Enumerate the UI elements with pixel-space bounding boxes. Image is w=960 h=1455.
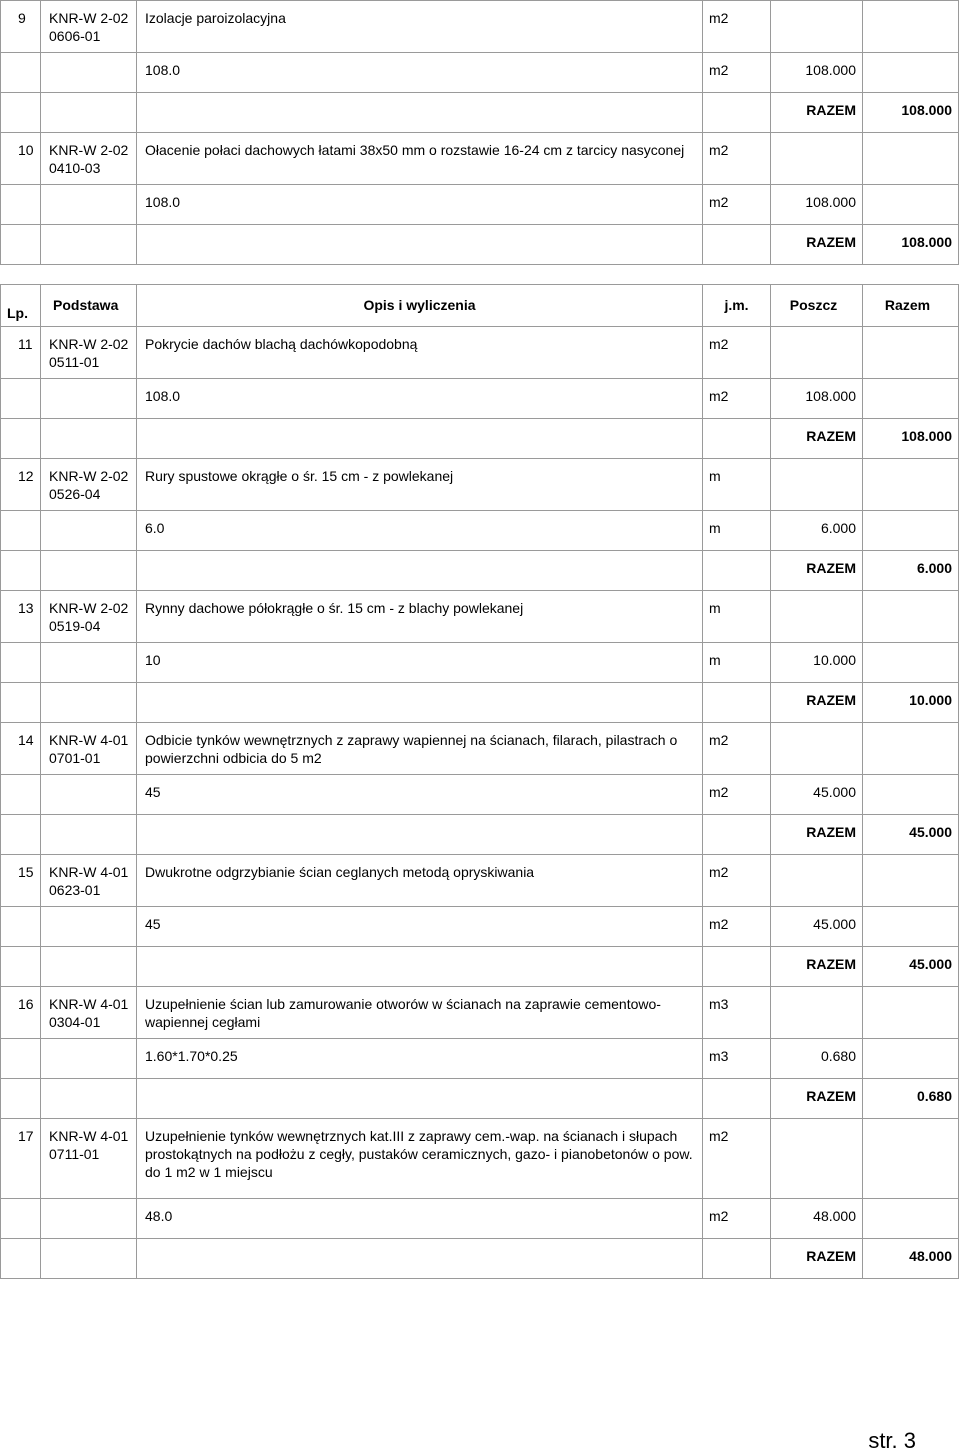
item-opis-cell — [137, 1, 703, 53]
calc-poszcz-cell — [771, 907, 863, 947]
calc-row — [1, 643, 959, 683]
item-opis-cell — [137, 987, 703, 1039]
calc-jm: m2 — [709, 1208, 729, 1224]
calc-expression: 48.0 — [145, 1208, 173, 1224]
item-lp-cell — [1, 327, 41, 379]
calc-razem-empty-cell — [863, 185, 959, 225]
item-podstawa-cell — [41, 855, 137, 907]
razem-label-cell — [771, 419, 863, 459]
razem-label-cell — [771, 1079, 863, 1119]
item-podstawa-cell — [41, 1, 137, 53]
item-podstawa-cell — [41, 133, 137, 185]
item-row — [1, 987, 959, 1039]
item-jm-cell — [703, 591, 771, 643]
item-jm: m2 — [709, 732, 729, 748]
calc-expression-cell — [137, 643, 703, 683]
razem-opis-empty-cell — [137, 1239, 703, 1279]
item-row — [1, 133, 959, 185]
item-jm-cell — [703, 987, 771, 1039]
calc-lp-empty-cell — [1, 1039, 41, 1079]
calc-lp-empty-cell — [1, 907, 41, 947]
calc-row — [1, 1039, 959, 1079]
item-podstawa: KNR-W 2-02 0606-01 — [49, 10, 129, 44]
calc-expression-cell — [137, 185, 703, 225]
item-poszcz-empty-cell — [771, 133, 863, 185]
calc-jm-cell — [703, 511, 771, 551]
calc-razem-empty-cell — [863, 907, 959, 947]
calc-expression: 108.0 — [145, 388, 181, 404]
calc-poszcz: 108.000 — [805, 388, 856, 404]
razem-jm-empty-cell — [703, 551, 771, 591]
item-podstawa-cell — [41, 723, 137, 775]
razem-value: 48.000 — [909, 1248, 952, 1264]
calc-jm: m2 — [709, 62, 729, 78]
razem-lp-empty-cell — [1, 419, 41, 459]
calc-razem-empty-cell — [863, 511, 959, 551]
razem-label-cell — [771, 683, 863, 723]
item-opis-cell — [137, 723, 703, 775]
item-lp: 11 — [18, 336, 33, 352]
calc-lp-empty-cell — [1, 775, 41, 815]
item-opis: Odbicie tynków wewnętrznych z zaprawy wapiennej na ścianach, filarach, pilastrach o powierzchni odbicia do 5 m2 — [145, 732, 678, 766]
razem-row — [1, 683, 959, 723]
razem-label-cell — [771, 1239, 863, 1279]
item-podstawa-cell — [41, 327, 137, 379]
item-razem-empty-cell — [863, 723, 959, 775]
item-lp: 12 — [18, 468, 34, 484]
calc-pod-empty-cell — [41, 185, 137, 225]
calc-poszcz: 0.680 — [820, 1048, 856, 1064]
calc-jm-cell — [703, 907, 771, 947]
razem-label-cell — [771, 93, 863, 133]
calc-row — [1, 185, 959, 225]
item-jm-cell — [703, 459, 771, 511]
calc-jm: m2 — [709, 784, 729, 800]
calc-pod-empty-cell — [41, 1199, 137, 1239]
calc-lp-empty-cell — [1, 379, 41, 419]
razem-opis-empty-cell — [137, 683, 703, 723]
razem-row — [1, 551, 959, 591]
calc-poszcz-cell — [771, 775, 863, 815]
razem-row — [1, 93, 959, 133]
item-opis: Rury spustowe okrągłe o śr. 15 cm - z powlekanej — [145, 468, 454, 484]
item-poszcz-empty-cell — [771, 1119, 863, 1199]
calc-poszcz-cell — [771, 511, 863, 551]
razem-label: RAZEM — [806, 234, 856, 250]
item-poszcz-empty-cell — [771, 591, 863, 643]
razem-opis-empty-cell — [137, 551, 703, 591]
item-jm: m2 — [709, 336, 729, 352]
razem-lp-empty-cell — [1, 815, 41, 855]
calc-lp-empty-cell — [1, 643, 41, 683]
razem-label-cell — [771, 947, 863, 987]
razem-label: RAZEM — [806, 692, 856, 708]
calc-expression: 108.0 — [145, 194, 181, 210]
item-podstawa: KNR-W 4-01 0304-01 — [49, 996, 129, 1030]
razem-pod-empty-cell — [41, 947, 137, 987]
header-opis: Opis i wyliczenia — [363, 297, 476, 313]
razem-lp-empty-cell — [1, 1239, 41, 1279]
razem-lp-empty-cell — [1, 1079, 41, 1119]
razem-row — [1, 947, 959, 987]
razem-label: RAZEM — [806, 1088, 856, 1104]
item-opis: Pokrycie dachów blachą dachówkopodobną — [145, 336, 418, 352]
item-poszcz-empty-cell — [771, 327, 863, 379]
razem-value-cell — [863, 93, 959, 133]
item-opis: Rynny dachowe półokrągłe o śr. 15 cm - z blachy powlekanej — [145, 600, 524, 616]
item-poszcz-empty-cell — [771, 723, 863, 775]
razem-lp-empty-cell — [1, 551, 41, 591]
calc-pod-empty-cell — [41, 907, 137, 947]
header-razem-cell — [863, 285, 959, 327]
calc-poszcz: 45.000 — [813, 784, 856, 800]
calc-razem-empty-cell — [863, 643, 959, 683]
razem-label: RAZEM — [806, 560, 856, 576]
calc-poszcz-cell — [771, 379, 863, 419]
calc-poszcz: 45.000 — [813, 916, 856, 932]
header-opis-cell — [137, 285, 703, 327]
razem-pod-empty-cell — [41, 815, 137, 855]
item-podstawa: KNR-W 4-01 0701-01 — [49, 732, 129, 766]
calc-lp-empty-cell — [1, 511, 41, 551]
item-jm: m — [709, 600, 721, 616]
razem-pod-empty-cell — [41, 683, 137, 723]
item-podstawa: KNR-W 2-02 0511-01 — [49, 336, 129, 370]
razem-opis-empty-cell — [137, 419, 703, 459]
item-jm-cell — [703, 1, 771, 53]
calc-row — [1, 1199, 959, 1239]
razem-pod-empty-cell — [41, 1239, 137, 1279]
item-poszcz-empty-cell — [771, 1, 863, 53]
razem-pod-empty-cell — [41, 551, 137, 591]
razem-value-cell — [863, 947, 959, 987]
calc-expression-cell — [137, 379, 703, 419]
item-podstawa: KNR-W 2-02 0410-03 — [49, 142, 129, 176]
item-razem-empty-cell — [863, 1, 959, 53]
header-row — [1, 285, 959, 327]
razem-value: 10.000 — [909, 692, 952, 708]
item-jm-cell — [703, 327, 771, 379]
calc-row — [1, 511, 959, 551]
calc-poszcz: 6.000 — [820, 520, 856, 536]
razem-row — [1, 225, 959, 265]
razem-label-cell — [771, 815, 863, 855]
calc-expression: 10 — [145, 652, 161, 668]
calc-expression-cell — [137, 511, 703, 551]
calc-jm: m — [709, 520, 721, 536]
calc-expression-cell — [137, 1199, 703, 1239]
razem-value-cell — [863, 225, 959, 265]
razem-jm-empty-cell — [703, 815, 771, 855]
razem-label: RAZEM — [806, 428, 856, 444]
item-jm-cell — [703, 133, 771, 185]
calc-poszcz-cell — [771, 53, 863, 93]
item-jm: m3 — [709, 996, 729, 1012]
item-lp-cell — [1, 1119, 41, 1199]
calc-jm-cell — [703, 643, 771, 683]
item-opis: Uzupełnienie tynków wewnętrznych kat.III z zaprawy cem.-wap. na ścianach i słupach prostokątnych na podłożu z cegły, pustaków ceramicznych, gazo- i pianobetonów o pow. do 1 m2 w 1 miejscu — [145, 1128, 693, 1180]
item-lp-cell — [1, 1, 41, 53]
razem-row — [1, 815, 959, 855]
razem-label-cell — [771, 551, 863, 591]
calc-jm-cell — [703, 53, 771, 93]
item-lp: 14 — [18, 732, 34, 748]
header-poszcz-cell — [771, 285, 863, 327]
item-jm: m2 — [709, 864, 729, 880]
item-jm: m — [709, 468, 721, 484]
calc-expression: 108.0 — [145, 62, 181, 78]
item-jm: m2 — [709, 142, 729, 158]
item-opis: Uzupełnienie ścian lub zamurowanie otworów w ścianach na zaprawie cementowo-wapiennej cegłami — [145, 996, 661, 1030]
item-podstawa: KNR-W 4-01 0711-01 — [49, 1128, 129, 1162]
header-podstawa: Podstawa — [53, 297, 119, 313]
calc-pod-empty-cell — [41, 511, 137, 551]
calc-jm: m2 — [709, 916, 729, 932]
item-razem-empty-cell — [863, 133, 959, 185]
calc-expression: 45 — [145, 916, 161, 932]
calc-razem-empty-cell — [863, 1039, 959, 1079]
item-lp: 9 — [18, 10, 26, 26]
item-row — [1, 855, 959, 907]
razem-value-cell — [863, 683, 959, 723]
razem-jm-empty-cell — [703, 947, 771, 987]
razem-opis-empty-cell — [137, 93, 703, 133]
calc-poszcz: 108.000 — [805, 62, 856, 78]
item-opis-cell — [137, 133, 703, 185]
item-opis: Dwukrotne odgrzybianie ścian ceglanych metodą opryskiwania — [145, 864, 535, 880]
header-podstawa-cell — [41, 285, 137, 327]
calc-lp-empty-cell — [1, 53, 41, 93]
calc-jm-cell — [703, 379, 771, 419]
item-opis-cell — [137, 855, 703, 907]
item-lp: 13 — [18, 600, 34, 616]
razem-value-cell — [863, 419, 959, 459]
item-razem-empty-cell — [863, 459, 959, 511]
item-podstawa-cell — [41, 591, 137, 643]
header-razem: Razem — [884, 297, 931, 313]
item-razem-empty-cell — [863, 1119, 959, 1199]
calc-jm: m2 — [709, 194, 729, 210]
calc-lp-empty-cell — [1, 185, 41, 225]
calc-row — [1, 53, 959, 93]
calc-jm-cell — [703, 1039, 771, 1079]
razem-opis-empty-cell — [137, 1079, 703, 1119]
page-spacer — [1, 265, 959, 285]
razem-value: 108.000 — [901, 428, 952, 444]
calc-poszcz-cell — [771, 185, 863, 225]
item-lp: 10 — [18, 142, 34, 158]
header-lp-cell — [1, 285, 41, 327]
calc-jm-cell — [703, 185, 771, 225]
calc-jm: m2 — [709, 388, 729, 404]
item-lp-cell — [1, 987, 41, 1039]
item-razem-empty-cell — [863, 855, 959, 907]
razem-pod-empty-cell — [41, 93, 137, 133]
razem-lp-empty-cell — [1, 683, 41, 723]
calc-row — [1, 775, 959, 815]
razem-jm-empty-cell — [703, 1079, 771, 1119]
razem-jm-empty-cell — [703, 1239, 771, 1279]
item-lp: 17 — [18, 1128, 34, 1144]
item-razem-empty-cell — [863, 987, 959, 1039]
header-jm-cell — [703, 285, 771, 327]
item-opis-cell — [137, 1119, 703, 1199]
razem-pod-empty-cell — [41, 225, 137, 265]
razem-value-cell — [863, 1239, 959, 1279]
calc-razem-empty-cell — [863, 775, 959, 815]
table-body — [1, 1, 959, 1279]
razem-value-cell — [863, 551, 959, 591]
calc-pod-empty-cell — [41, 643, 137, 683]
razem-lp-empty-cell — [1, 947, 41, 987]
item-podstawa: KNR-W 2-02 0526-04 — [49, 468, 129, 502]
razem-jm-empty-cell — [703, 419, 771, 459]
razem-label: RAZEM — [806, 102, 856, 118]
razem-value-cell — [863, 815, 959, 855]
item-poszcz-empty-cell — [771, 987, 863, 1039]
razem-value: 6.000 — [916, 560, 952, 576]
calc-poszcz-cell — [771, 1039, 863, 1079]
razem-pod-empty-cell — [41, 419, 137, 459]
calc-pod-empty-cell — [41, 775, 137, 815]
item-opis-cell — [137, 327, 703, 379]
item-lp: 15 — [18, 864, 34, 880]
razem-value: 108.000 — [901, 234, 952, 250]
item-opis: Izolacje paroizolacyjna — [145, 10, 286, 26]
razem-jm-empty-cell — [703, 683, 771, 723]
razem-value: 45.000 — [909, 824, 952, 840]
razem-row — [1, 1079, 959, 1119]
calc-poszcz: 108.000 — [805, 194, 856, 210]
calc-pod-empty-cell — [41, 1039, 137, 1079]
header-lp: Lp. — [7, 305, 28, 321]
item-row — [1, 723, 959, 775]
calc-jm-cell — [703, 1199, 771, 1239]
item-jm-cell — [703, 855, 771, 907]
razem-opis-empty-cell — [137, 947, 703, 987]
calc-expression: 1.60*1.70*0.25 — [145, 1048, 238, 1064]
item-row — [1, 327, 959, 379]
item-opis-cell — [137, 591, 703, 643]
calc-jm: m3 — [709, 1048, 729, 1064]
calc-razem-empty-cell — [863, 1199, 959, 1239]
calc-razem-empty-cell — [863, 53, 959, 93]
item-jm-cell — [703, 1119, 771, 1199]
item-opis: Ołacenie połaci dachowych łatami 38x50 mm o rozstawie 16-24 cm z tarcicy nasyconej — [145, 142, 685, 158]
spacer-cell — [1, 265, 959, 285]
page-number: str. 3 — [868, 1428, 916, 1453]
item-jm: m2 — [709, 1128, 729, 1144]
razem-lp-empty-cell — [1, 225, 41, 265]
item-lp-cell — [1, 723, 41, 775]
calc-lp-empty-cell — [1, 1199, 41, 1239]
calc-expression-cell — [137, 1039, 703, 1079]
item-podstawa-cell — [41, 987, 137, 1039]
item-lp-cell — [1, 591, 41, 643]
calc-poszcz-cell — [771, 1199, 863, 1239]
item-lp-cell — [1, 855, 41, 907]
item-opis-cell — [137, 459, 703, 511]
item-razem-empty-cell — [863, 327, 959, 379]
item-row — [1, 1119, 959, 1199]
item-row — [1, 459, 959, 511]
item-lp-cell — [1, 459, 41, 511]
calc-poszcz-cell — [771, 643, 863, 683]
header-poszcz: Poszcz — [789, 297, 838, 313]
calc-expression: 6.0 — [145, 520, 165, 536]
razem-row — [1, 419, 959, 459]
calc-poszcz: 10.000 — [813, 652, 856, 668]
razem-value: 0.680 — [916, 1088, 952, 1104]
calc-row — [1, 907, 959, 947]
razem-opis-empty-cell — [137, 225, 703, 265]
item-row — [1, 591, 959, 643]
razem-value: 108.000 — [901, 102, 952, 118]
razem-jm-empty-cell — [703, 93, 771, 133]
item-lp: 16 — [18, 996, 34, 1012]
item-razem-empty-cell — [863, 591, 959, 643]
item-podstawa-cell — [41, 459, 137, 511]
item-podstawa: KNR-W 4-01 0623-01 — [49, 864, 129, 898]
razem-lp-empty-cell — [1, 93, 41, 133]
calc-row — [1, 379, 959, 419]
calc-razem-empty-cell — [863, 379, 959, 419]
calc-jm: m — [709, 652, 721, 668]
calc-expression-cell — [137, 775, 703, 815]
calc-pod-empty-cell — [41, 379, 137, 419]
razem-jm-empty-cell — [703, 225, 771, 265]
razem-value: 45.000 — [909, 956, 952, 972]
item-row — [1, 1, 959, 53]
item-jm: m2 — [709, 10, 729, 26]
calc-expression-cell — [137, 53, 703, 93]
item-lp-cell — [1, 133, 41, 185]
razem-row — [1, 1239, 959, 1279]
razem-label: RAZEM — [806, 956, 856, 972]
calc-expression: 45 — [145, 784, 161, 800]
calc-poszcz: 48.000 — [813, 1208, 856, 1224]
razem-label: RAZEM — [806, 1248, 856, 1264]
razem-label: RAZEM — [806, 824, 856, 840]
razem-label-cell — [771, 225, 863, 265]
razem-opis-empty-cell — [137, 815, 703, 855]
razem-value-cell — [863, 1079, 959, 1119]
calc-expression-cell — [137, 907, 703, 947]
item-poszcz-empty-cell — [771, 855, 863, 907]
item-poszcz-empty-cell — [771, 459, 863, 511]
calc-jm-cell — [703, 775, 771, 815]
calc-pod-empty-cell — [41, 53, 137, 93]
item-podstawa: KNR-W 2-02 0519-04 — [49, 600, 129, 634]
item-podstawa-cell — [41, 1119, 137, 1199]
header-jm: j.m. — [724, 297, 749, 313]
razem-pod-empty-cell — [41, 1079, 137, 1119]
item-jm-cell — [703, 723, 771, 775]
